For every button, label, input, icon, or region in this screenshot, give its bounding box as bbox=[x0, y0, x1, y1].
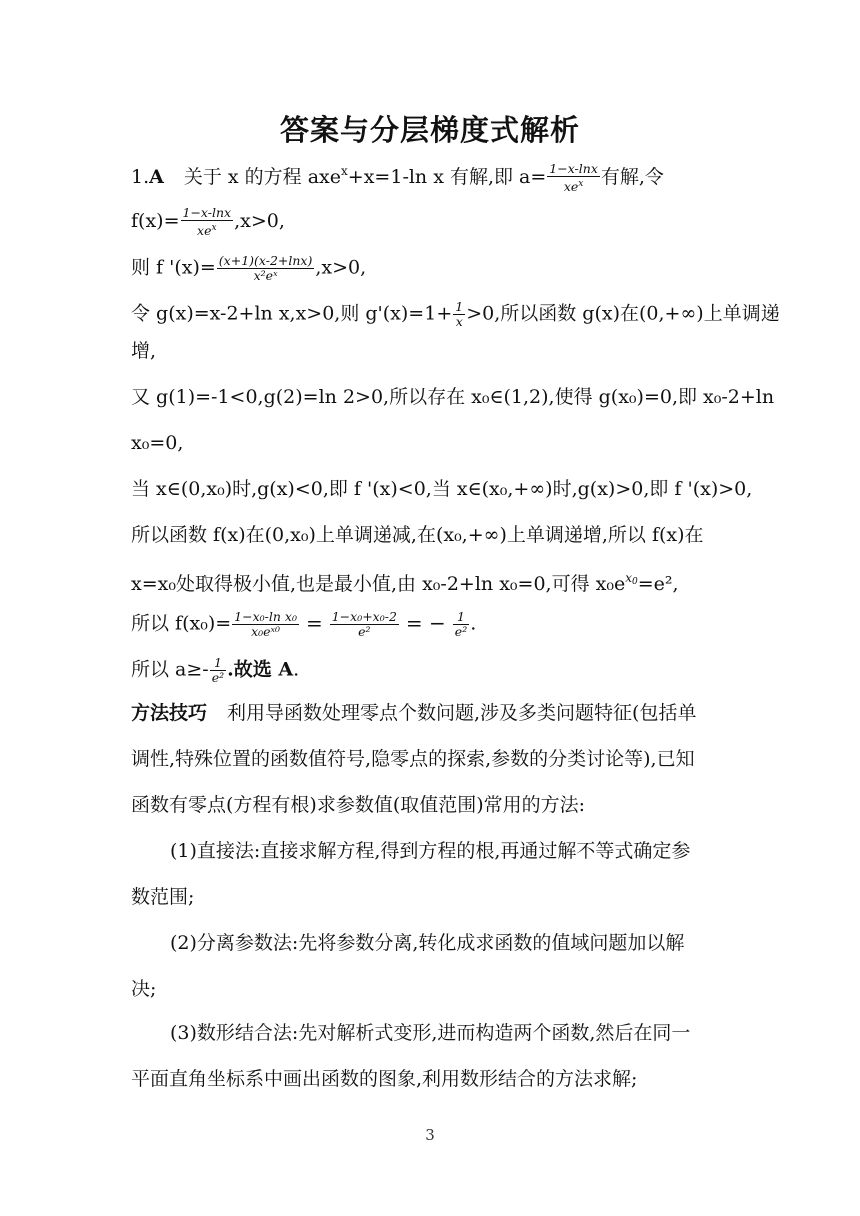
fraction-denominator: x₀eˣ⁰ bbox=[251, 624, 280, 639]
fraction bbox=[181, 206, 234, 238]
text: f(x)= bbox=[131, 210, 180, 232]
solution-line-4 bbox=[131, 300, 780, 329]
method-line-3: 函数有零点(方程有根)求参数值(取值范围)常用的方法: bbox=[131, 794, 586, 816]
text: ,x>0, bbox=[315, 256, 367, 279]
page-number: 3 bbox=[425, 1126, 435, 1144]
fraction-denominator: $xe^x$ bbox=[563, 179, 584, 194]
solution-line-11: 所以 f(x₀)= $\frac{\text{1−x₀-ln x₀}}{\text{x₀eˣ⁰}}$ = $\frac{\text{1−x₀+x₀-2}}{\text{e²}}$ = − $\frac{1}{\text{e²}}$ . bbox=[131, 609, 477, 639]
solution-line-8: 当 x∈(0,x₀)时,g(x)<0,即 f '(x)<0,当 x∈(x₀,+∞)时,g(x)>0,即 f '(x)>0, bbox=[131, 478, 753, 500]
solution-line-12 bbox=[131, 656, 299, 685]
solution-line-6: 又 g(1)=-1<0,g(2)=ln 2>0,所以存在 x₀∈(1,2),使得 g(x₀)=0,即 x₀-2+ln bbox=[131, 386, 775, 408]
method-item-2: (2)分离参数法:先将参数分离,转化成求函数的值域问题加以解 bbox=[170, 932, 685, 954]
fraction bbox=[330, 610, 399, 639]
method-item-3-cont: 平面直角坐标系中画出函数的图象,利用数形结合的方法求解; bbox=[131, 1068, 638, 1090]
fraction-numerator: 1−x₀-ln x₀ bbox=[234, 609, 297, 624]
solution-line-9: 所以函数 f(x)在(0,x₀)上单调递减,在(x₀,+∞)上单调递增,所以 f(x)在 bbox=[131, 524, 704, 546]
text: .故选 bbox=[227, 658, 279, 681]
question-number: 1. bbox=[131, 166, 150, 188]
text: 所以 f(x₀)= bbox=[131, 612, 232, 635]
method-item-3: (3)数形结合法:先对解析式变形,进而构造两个函数,然后在同一 bbox=[170, 1022, 691, 1044]
fraction bbox=[453, 610, 469, 639]
text: 所以 a≥- bbox=[131, 658, 209, 681]
solution-line-3 bbox=[131, 254, 366, 283]
fraction-denominator: e² bbox=[454, 624, 468, 639]
text: 有解,令 bbox=[600, 166, 664, 188]
fraction bbox=[453, 300, 465, 329]
page-title: 答案与分层梯度式解析 bbox=[279, 113, 580, 147]
fraction-denominator: e² bbox=[211, 670, 225, 685]
text: xe bbox=[563, 179, 579, 194]
text: ,x>0, bbox=[234, 210, 285, 232]
solution-line-2 bbox=[131, 206, 285, 238]
fraction-denominator: e² bbox=[358, 624, 371, 639]
fraction-numerator: 1−x-lnx bbox=[182, 205, 232, 220]
text: 令 g(x)=x-2+ln x,x>0,则 g'(x)=1+ bbox=[131, 302, 453, 325]
solution-line-5: 增, bbox=[131, 340, 157, 362]
fraction-numerator: (x+1)(x-2+lnx) bbox=[218, 253, 313, 268]
method-line-1 bbox=[131, 704, 696, 723]
fraction-denominator: x²eˣ bbox=[253, 268, 278, 283]
method-line-2: 调性,特殊位置的函数值符号,隐零点的探索,参数的分类讨论等),已知 bbox=[131, 748, 695, 770]
text: 关于 x 的方程 axe bbox=[183, 166, 342, 188]
fraction-numerator: 1 bbox=[210, 656, 226, 671]
solution-line-10: x=x₀处取得极小值,也是最小值,由 x₀-2+ln x₀=0,可得 $x_0e^{x_0}=e^2$, bbox=[131, 571, 679, 595]
solution-line-7: x₀=0, bbox=[131, 432, 184, 454]
fraction-denominator: x bbox=[455, 314, 463, 329]
text: 利用导函数处理零点个数问题,涉及多类问题特征(包括单 bbox=[227, 702, 697, 724]
fraction-numerator: 1 bbox=[455, 299, 464, 314]
text: x=x₀处取得极小值,也是最小值,由 x₀-2+ln x₀=0,可得 x₀e bbox=[131, 573, 626, 595]
fraction bbox=[547, 162, 600, 194]
text: >0,所以函数 g(x)在(0,+∞)上单调递 bbox=[466, 302, 780, 325]
answer-letter: A bbox=[278, 658, 294, 681]
fraction-numerator: 1−x-lnx bbox=[549, 161, 598, 176]
fraction bbox=[217, 254, 315, 283]
text: +x=1-ln x 有解,即 a= bbox=[347, 166, 547, 188]
fraction bbox=[232, 610, 299, 639]
text: . bbox=[293, 658, 300, 681]
text: =e², bbox=[637, 573, 679, 595]
method-item-1-cont: 数范围; bbox=[131, 886, 195, 908]
text: 则 f '(x)= bbox=[131, 256, 216, 279]
method-heading: 方法技巧 bbox=[131, 702, 208, 724]
answer-letter: A bbox=[149, 166, 164, 188]
text: xe bbox=[197, 223, 212, 238]
fraction-numerator: 1 bbox=[453, 610, 469, 625]
method-item-2-cont: 决; bbox=[131, 978, 157, 1000]
solution-line-1: 1.A 关于 x 的方程 axe$^x$+x=1-ln x 有解,即 a= $\frac{1-x-\ln x}{xe^x}$ 有解,令 bbox=[131, 161, 664, 194]
fraction bbox=[210, 656, 226, 685]
fraction-denominator: $xe^x$ bbox=[197, 223, 217, 238]
fraction-numerator: 1−x₀+x₀-2 bbox=[331, 609, 397, 624]
method-item-1: (1)直接法:直接求解方程,得到方程的根,再通过解不等式确定参 bbox=[170, 840, 691, 862]
